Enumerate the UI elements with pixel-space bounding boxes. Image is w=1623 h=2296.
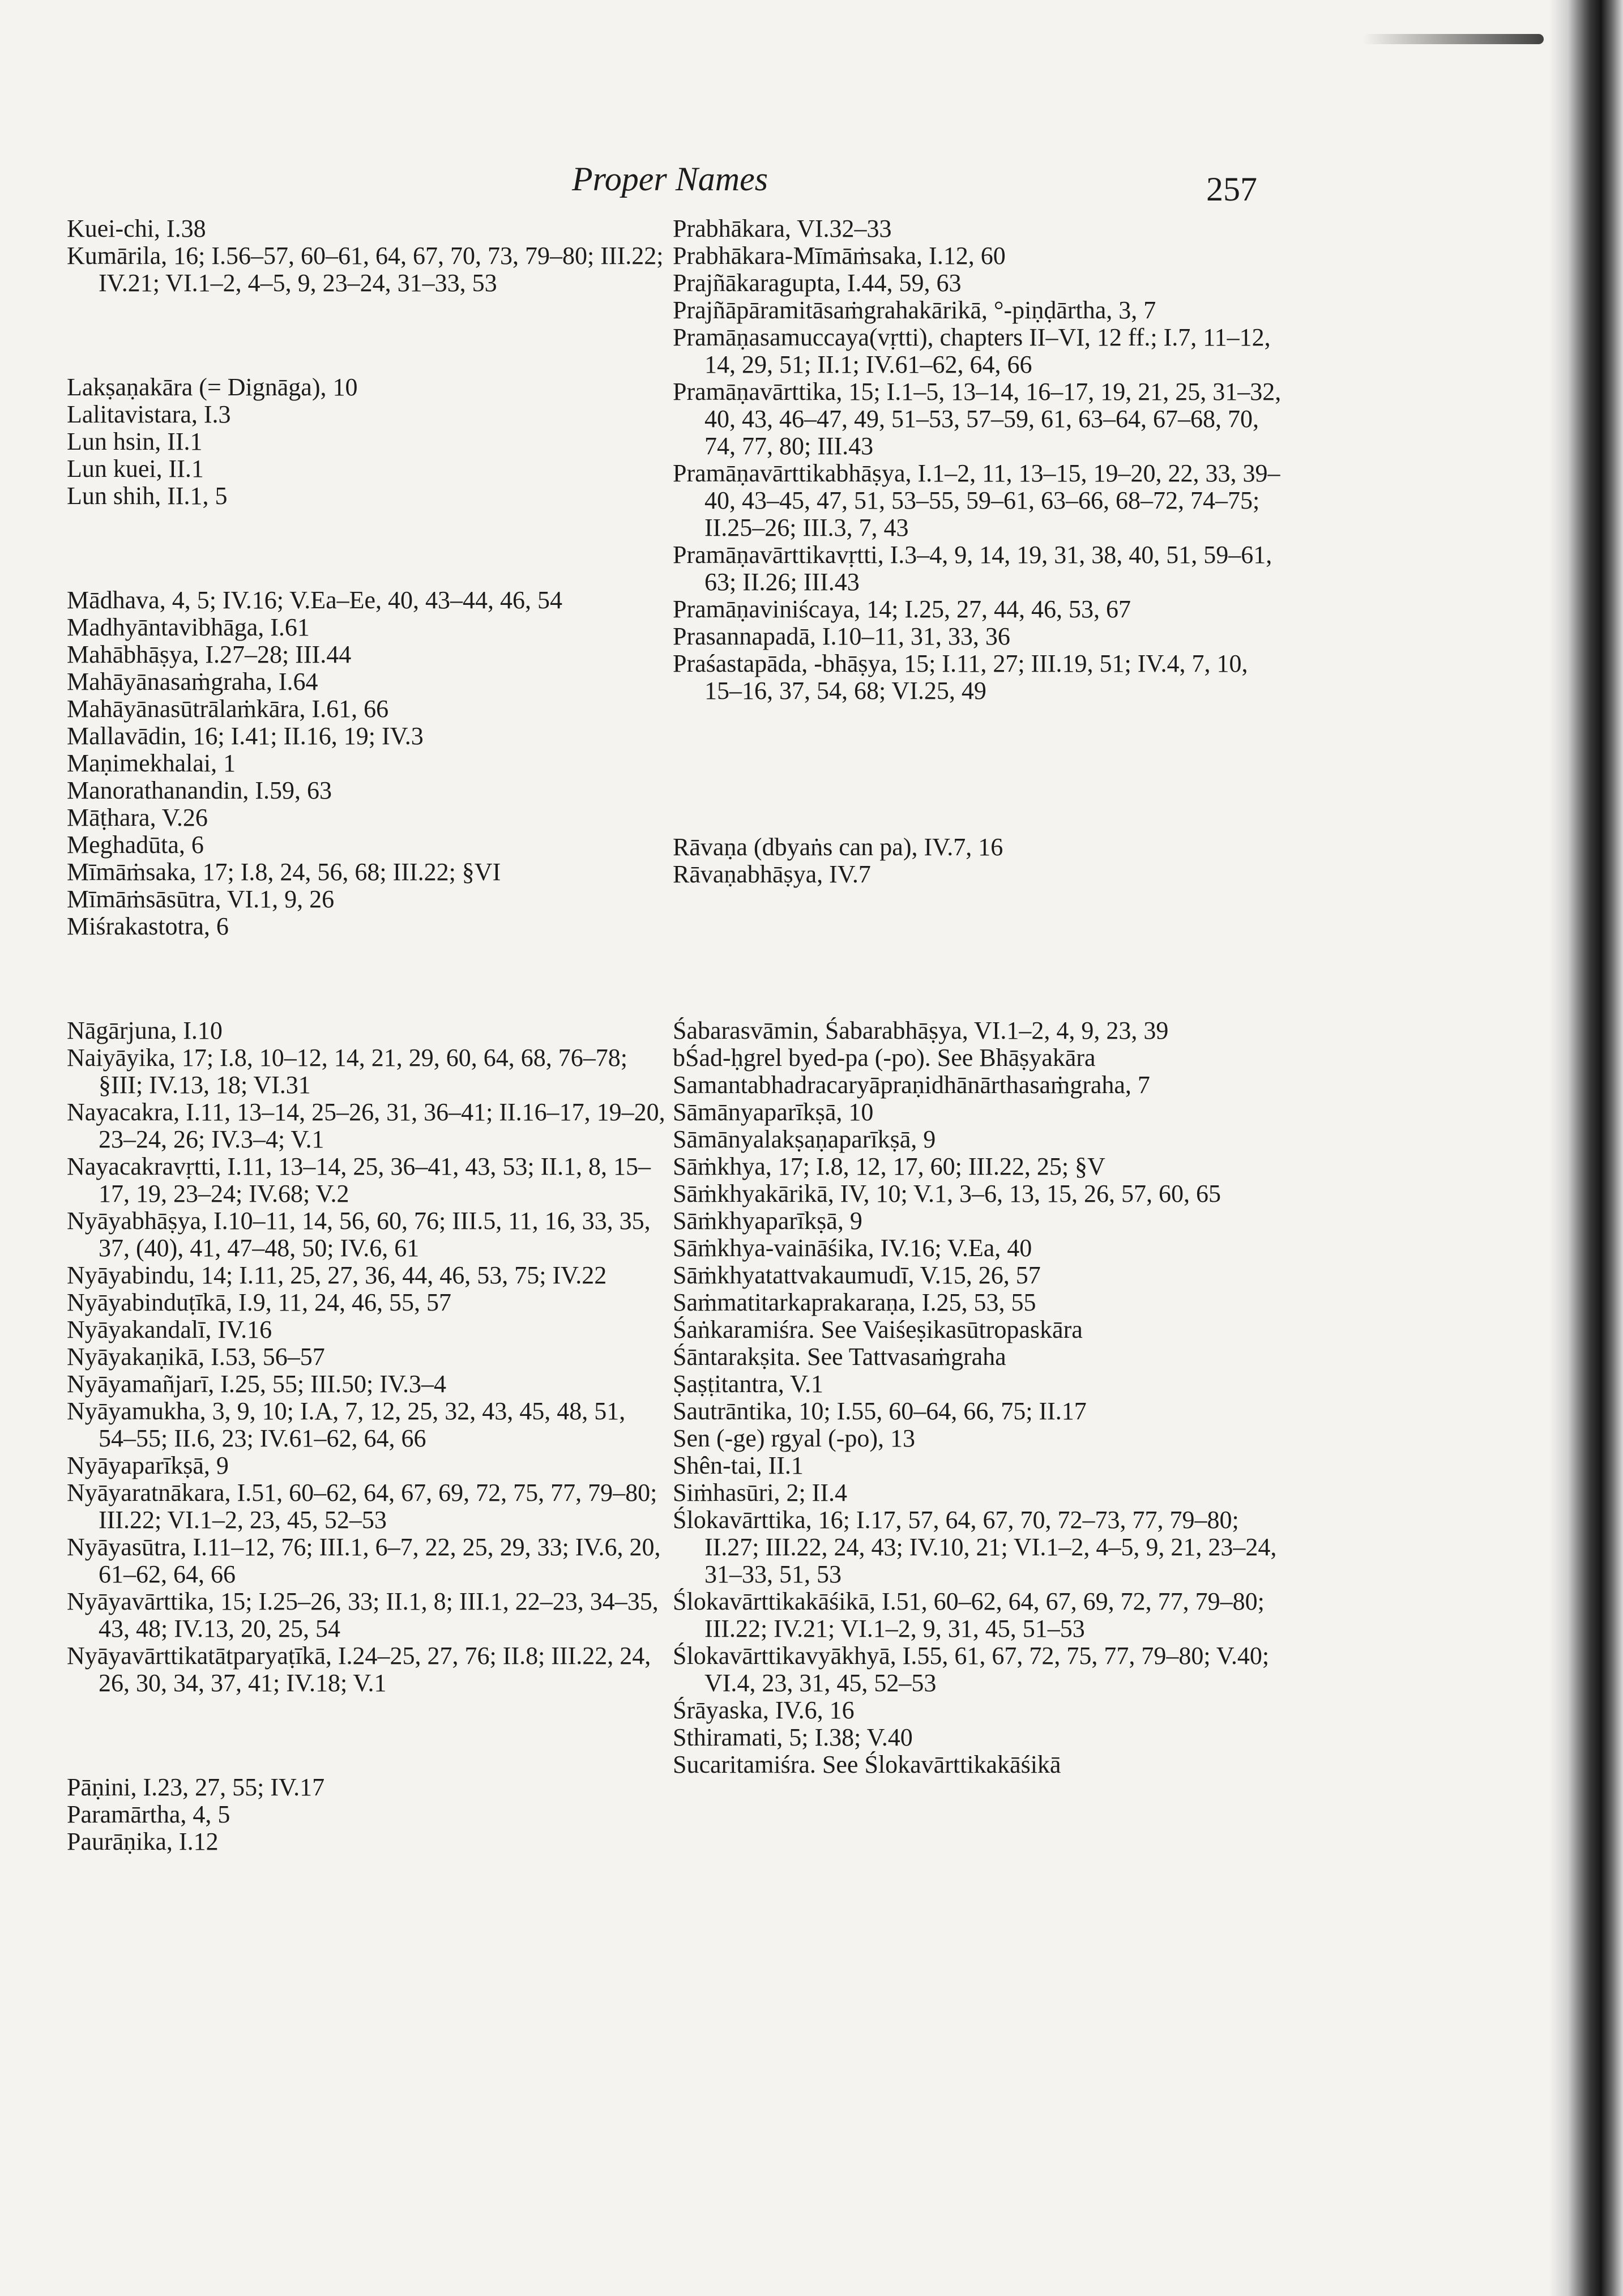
index-entry: Nayacakravṛtti, I.11, 13–14, 25, 36–41, 43, 53; II.1, 8, 15–17, 19, 23–24; IV.68; V.2 xyxy=(67,1153,651,1207)
index-entry: Sāṁkhya-vaināśika, IV.16; V.Ea, 40 xyxy=(673,1234,1032,1262)
entry-spacer xyxy=(67,535,667,562)
index-column-right xyxy=(673,215,1284,1778)
index-entry: Sautrāntika, 10; I.55, 60–64, 66, 75; II.17 xyxy=(673,1397,1087,1425)
index-entry: Lakṣaṇakāra (= Dignāga), 10 xyxy=(67,373,358,401)
entry-spacer xyxy=(67,965,667,992)
index-entry: Sāṁkhyaparīkṣā, 9 xyxy=(673,1207,862,1235)
index-entry: Lun hsin, II.1 xyxy=(67,428,203,455)
index-entry: Pramāṇaviniścaya, 14; I.25, 27, 44, 46, 53, 67 xyxy=(673,595,1131,623)
index-entry: Śaṅkaramiśra. See Vaiśeṣikasūtropaskāra xyxy=(673,1316,1083,1343)
index-entry: Mahābhāṣya, I.27–28; III.44 xyxy=(67,641,352,668)
index-entry: Lalitavistara, I.3 xyxy=(67,400,231,428)
index-entry: Sāṁkhyatattvakaumudī, V.15, 26, 57 xyxy=(673,1261,1041,1289)
index-entry: Nyāyaparīkṣā, 9 xyxy=(67,1452,229,1479)
index-entry: Sthiramati, 5; I.38; V.40 xyxy=(673,1723,913,1751)
index-entry: Mīmāṁsāsūtra, VI.1, 9, 26 xyxy=(67,885,335,913)
index-entry: Sen (-ge) rgyal (-po), 13 xyxy=(673,1424,916,1452)
index-entry: Nayacakra, I.11, 13–14, 25–26, 31, 36–41; II.16–17, 19–20, 23–24, 26; IV.3–4; V.1 xyxy=(67,1098,665,1153)
index-entry: Mīmāṁsaka, 17; I.8, 24, 56, 68; III.22; §VI xyxy=(67,858,501,886)
page-gutter-shadow xyxy=(1549,0,1623,2296)
index-entry: Samantabhadracaryāpraṇidhānārthasaṁgraha, 7 xyxy=(673,1071,1150,1099)
index-entry: Nyāyavārttika, 15; I.25–26, 33; II.1, 8; III.1, 22–23, 34–35, 43, 48; IV.13, 20, 25, 54 xyxy=(67,1587,659,1642)
index-entry: Prabhākara, VI.32–33 xyxy=(673,215,892,242)
index-entry: Pāṇini, I.23, 27, 55; IV.17 xyxy=(67,1773,325,1801)
index-entry: Nyāyasūtra, I.11–12, 76; III.1, 6–7, 22, 25, 29, 33; IV.6, 20, 61–62, 64, 66 xyxy=(67,1533,661,1588)
index-entry: Saṁmatitarkaprakaraṇa, I.25, 53, 55 xyxy=(673,1288,1036,1316)
index-entry: Maṇimekhalai, 1 xyxy=(67,749,236,777)
index-entry: Meghadūta, 6 xyxy=(67,831,204,859)
index-entry: Nyāyavārttikatātparyaṭīkā, I.24–25, 27, 76; II.8; III.22, 24, 26, 30, 34, 37, 41; IV.18; V.1 xyxy=(67,1642,651,1697)
index-entry: Shên-tai, II.1 xyxy=(673,1452,804,1479)
index-entry: Miśrakastotra, 6 xyxy=(67,912,229,940)
index-entry: Ṣaṣṭitantra, V.1 xyxy=(673,1370,824,1398)
index-entry: Prasannapadā, I.10–11, 31, 33, 36 xyxy=(673,622,1010,650)
index-entry: Praśastapāda, -bhāṣya, 15; I.11, 27; III.19, 51; IV.4, 7, 10, 15–16, 37, 54, 68; VI.25, 49 xyxy=(673,650,1248,705)
index-entry: Madhyāntavibhāga, I.61 xyxy=(67,613,310,641)
index-entry: Prajñākaragupta, I.44, 59, 63 xyxy=(673,269,962,297)
index-entry: Nāgārjuna, I.10 xyxy=(67,1017,223,1044)
index-entry: Lun kuei, II.1 xyxy=(67,455,204,483)
index-entry: Ślokavārttikakāśikā, I.51, 60–62, 64, 67, 69, 72, 77, 79–80; III.22; IV.21; VI.1–2, 9, 31, 45, 51–53 xyxy=(673,1587,1265,1642)
index-entry: Prajñāpāramitāsaṁgrahakārikā, °-piṇḍārtha, 3, 7 xyxy=(673,296,1156,324)
index-entry: Naiyāyika, 17; I.8, 10–12, 14, 21, 29, 60, 64, 68, 76–78; §III; IV.13, 18; VI.31 xyxy=(67,1044,627,1099)
index-entry: Mallavādin, 16; I.41; II.16, 19; IV.3 xyxy=(67,722,424,750)
index-entry: Sāṁkhya, 17; I.8, 12, 17, 60; III.22, 25; §V xyxy=(673,1153,1105,1180)
index-entry: Nyāyabhāṣya, I.10–11, 14, 56, 60, 76; III.5, 11, 16, 33, 35, 37, (40), 41, 47–48, 50; IV.6, 61 xyxy=(67,1207,651,1262)
index-entry: Nyāyaratnākara, I.51, 60–62, 64, 67, 69, 72, 75, 77, 79–80; III.22; VI.1–2, 23, 45, 52–53 xyxy=(67,1479,657,1534)
entry-spacer xyxy=(673,913,1284,940)
running-title: Proper Names xyxy=(572,160,768,198)
index-entry: Nyāyakaṇikā, I.53, 56–57 xyxy=(67,1343,325,1371)
entry-spacer xyxy=(67,1722,667,1749)
index-entry: Sāmānyaparīkṣā, 10 xyxy=(673,1098,874,1126)
index-entry: Manorathanandin, I.59, 63 xyxy=(67,776,332,804)
index-entry: Nyāyamañjarī, I.25, 55; III.50; IV.3–4 xyxy=(67,1370,447,1398)
index-column-left xyxy=(67,215,667,1855)
index-entry: Siṁhasūri, 2; II.4 xyxy=(673,1479,847,1507)
index-entry: Rāvaṇa (dbyaṅs can pa), IV.7, 16 xyxy=(673,833,1003,861)
index-entry: Nyāyabindu, 14; I.11, 25, 27, 36, 44, 46, 53, 75; IV.22 xyxy=(67,1261,607,1289)
index-entry: Ślokavārttika, 16; I.17, 57, 64, 67, 70, 72–73, 77, 79–80; II.27; III.22, 24, 43; IV.10, 21; VI.1–2, 4–5, 9, 21, 23–24, 31–33, 51, 53 xyxy=(673,1506,1277,1588)
index-entry: Nyāyamukha, 3, 9, 10; I.A, 7, 12, 25, 32, 43, 45, 48, 51, 54–55; II.6, 23; IV.61–62, 64, 66 xyxy=(67,1397,626,1452)
entry-spacer xyxy=(673,965,1284,992)
index-entry: Māṭhara, V.26 xyxy=(67,804,208,831)
index-entry: Paramārtha, 4, 5 xyxy=(67,1800,230,1828)
page-number: 257 xyxy=(1206,170,1257,208)
index-entry: Paurāṇika, I.12 xyxy=(67,1828,219,1855)
index-entry: Kuei-chi, I.38 xyxy=(67,215,206,242)
index-entry: Rāvaṇabhāṣya, IV.7 xyxy=(673,860,871,888)
index-entry: Mādhava, 4, 5; IV.16; V.Ea–Ee, 40, 43–44, 46, 54 xyxy=(67,586,563,614)
index-entry: Lun shih, II.1, 5 xyxy=(67,482,228,510)
index-entry: Śabarasvāmin, Śabarabhāṣya, VI.1–2, 4, 9, 23, 39 xyxy=(673,1017,1169,1044)
index-entry: bŚad-ḥgrel byed-pa (-po). See Bhāṣyakāra xyxy=(673,1044,1096,1072)
page-edge-smudge xyxy=(1363,34,1544,44)
index-entry: Śāntarakṣita. See Tattvasaṁgraha xyxy=(673,1343,1006,1371)
index-entry: Kumārila, 16; I.56–57, 60–61, 64, 67, 70, 73, 79–80; III.22; IV.21; VI.1–2, 4–5, 9, 23–24, 31–33, 53 xyxy=(67,242,664,297)
index-entry: Pramāṇavārttikabhāṣya, I.1–2, 11, 13–15, 19–20, 22, 33, 39–40, 43–45, 47, 51, 53–55, 59–61, 63–66, 68–72, 74–75; II.25–26; III.3, 7, 43 xyxy=(673,459,1280,541)
index-entry: Sucaritamiśra. See Ślokavārttikakāśikā xyxy=(673,1751,1061,1778)
index-entry: Pramāṇavārttikavṛtti, I.3–4, 9, 14, 19, 31, 38, 40, 51, 59–61, 63; II.26; III.43 xyxy=(673,541,1272,596)
index-entry: Sāṁkhyakārikā, IV, 10; V.1, 3–6, 13, 15, 26, 57, 60, 65 xyxy=(673,1180,1221,1207)
index-entry: Nyāyabinduṭīkā, I.9, 11, 24, 46, 55, 57 xyxy=(67,1288,452,1316)
entry-spacer xyxy=(673,729,1284,757)
index-entry: Nyāyakandalī, IV.16 xyxy=(67,1316,272,1343)
index-entry: Mahāyānasaṁgraha, I.64 xyxy=(67,668,318,695)
index-entry: Sāmānyalakṣaṇaparīkṣā, 9 xyxy=(673,1125,936,1153)
index-entry: Mahāyānasūtrālaṁkāra, I.61, 66 xyxy=(67,695,389,723)
entry-spacer xyxy=(67,322,667,349)
entry-spacer xyxy=(673,782,1284,809)
index-entry: Śrāyaska, IV.6, 16 xyxy=(673,1696,855,1724)
index-entry: Pramāṇavārttika, 15; I.1–5, 13–14, 16–17, 19, 21, 25, 31–32, 40, 43, 46–47, 49, 51–53, 57–59, 61, 63–64, 67–68, 70, 74, 77, 80; III.43 xyxy=(673,378,1282,460)
index-entry: Pramāṇasamuccaya(vṛtti), chapters II–VI, 12 ff.; I.7, 11–12, 14, 29, 51; II.1; IV.61–62, 64, 66 xyxy=(673,323,1271,378)
index-entry: Prabhākara-Mīmāṁsaka, I.12, 60 xyxy=(673,242,1006,270)
index-entry: Ślokavārttikavyākhyā, I.55, 61, 67, 72, 75, 77, 79–80; V.40; VI.4, 23, 31, 45, 52–53 xyxy=(673,1642,1270,1697)
